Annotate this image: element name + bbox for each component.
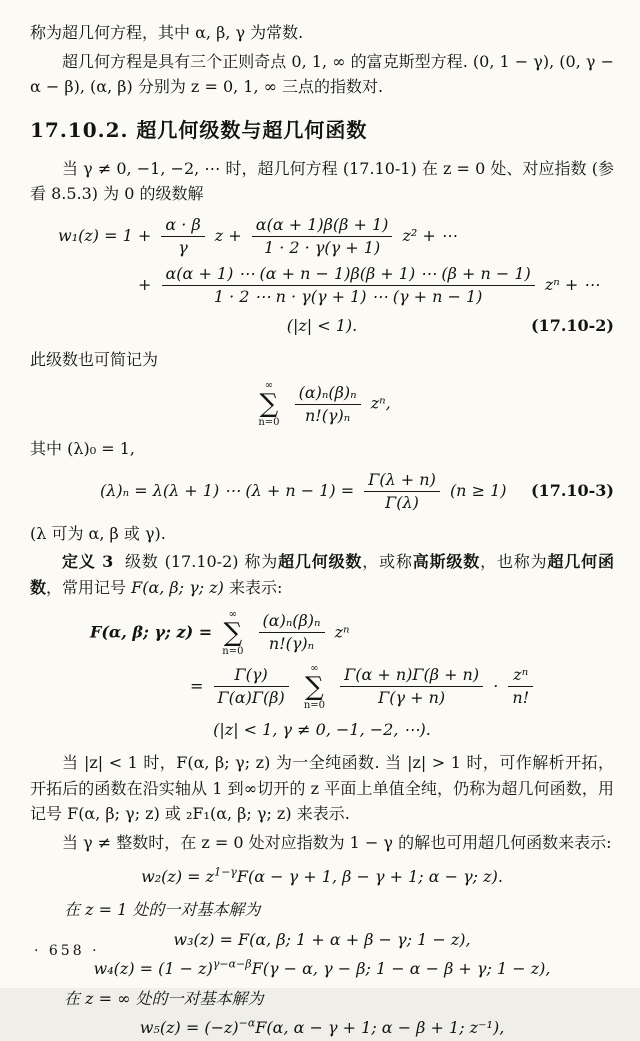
equation-w1-line1 [58, 215, 614, 258]
equals-sign: = [190, 676, 204, 696]
equation-w4 [30, 956, 614, 982]
paragraph-fuchs-type: 超几何方程是具有三个正则奇点 0, 1, ∞ 的富克斯型方程. (0, 1 − γ), (0, γ − α − β), (α, β) 分别为 z = 0, 1, ∞ 三点的指数对. [30, 51, 614, 97]
fraction-numerator: zⁿ [513, 665, 529, 685]
basis-at-1-text: 在 z = 1 处的一对基本解为 [64, 900, 261, 920]
w4-post: F(γ − α, γ − β; 1 − α − β + γ; 1 − z), [251, 959, 551, 979]
sum-lower-limit: n=0 [222, 645, 244, 657]
fraction [364, 470, 440, 513]
fraction-denominator: Γ(α)Γ(β) [214, 686, 289, 708]
sigma-symbol: ∑ [259, 389, 279, 420]
summation [222, 609, 243, 657]
fraction-denominator: n!(γ)ₙ [259, 632, 325, 654]
w1-condition: (|z| < 1). [286, 315, 358, 335]
paragraph-definition-3 [30, 549, 614, 600]
fraction-numerator: α(α + 1)β(β + 1) [255, 214, 389, 234]
w2-exponent: 1−γ [214, 865, 237, 879]
fraction-denominator: 1 · 2 ⋯ n · γ(γ + 1) ⋯ (γ + n − 1) [162, 285, 535, 307]
w5-exponent: −α [238, 1017, 256, 1031]
w5-post: F(α, α − γ + 1; α − β + 1; z⁻¹), [255, 1018, 505, 1038]
fraction-denominator: n! [508, 686, 533, 708]
fraction [508, 665, 533, 708]
w3-expression: w₃(z) = F(α, β; 1 + α + β − γ; 1 − z), [173, 929, 471, 949]
equation-number: (17.10-3) [530, 481, 614, 501]
fraction-denominator: n!(γ)ₙ [295, 404, 361, 426]
sigma-symbol: ∑ [223, 617, 243, 648]
summation [304, 663, 325, 711]
equation-w3 [30, 927, 614, 953]
fraction [214, 665, 289, 708]
paragraph-basis-at-1 [64, 897, 614, 923]
paragraph-series-intro: 当 γ ≠ 0, −1, −2, ⋯ 时，超几何方程 (17.10-1) 在 z = 0 处、对应指数 (参看 8.5.3) 为 0 的级数解 [30, 158, 614, 204]
w5-pre: w₅(z) = (−z) [139, 1018, 239, 1038]
fraction-denominator: Γ(γ + n) [340, 686, 483, 708]
def3-text-4: ，常用记号 [46, 577, 132, 597]
def3-text-5: 来表示: [223, 577, 283, 597]
equation-F-line3 [30, 717, 614, 743]
fraction-numerator: α(α + 1) ⋯ (α + n − 1)β(β + 1) ⋯ (β + n − 1) [165, 263, 531, 283]
fraction-numerator: (α)ₙ(β)ₙ [298, 382, 357, 402]
equation-F-line1 [90, 609, 614, 657]
w2-pre: w₂(z) = z [141, 866, 215, 886]
equation-series-shorthand [30, 380, 614, 428]
equation-w1-line3 [30, 313, 614, 339]
equation-pochhammer [30, 470, 614, 513]
fraction [295, 383, 361, 426]
sum-upper-limit: ∞ [264, 380, 274, 392]
equation-w1-line2 [138, 264, 614, 307]
sigma-symbol: ∑ [305, 671, 324, 702]
paragraph-basis-at-infinity [64, 986, 614, 1012]
plus-sign: + [138, 274, 152, 294]
definition-label: 定义 3 [62, 552, 114, 572]
equation-w5 [30, 1015, 614, 1041]
F-line1-post: zⁿ [334, 622, 350, 642]
w1-lhs: w₁(z) = 1 + [58, 225, 152, 245]
paragraph-where: 其中 (λ)₀ = 1, [30, 439, 135, 459]
sum-post: zⁿ, [370, 393, 391, 413]
fraction [252, 215, 393, 258]
fraction-denominator: Γ(λ) [364, 491, 440, 513]
F-conditions: (|z| < 1, γ ≠ 0, −1, −2, ⋯). [213, 719, 431, 739]
equation-pochhammer-line [100, 470, 614, 513]
w4-exponent: γ−α−β [212, 957, 252, 971]
paragraph-noninteger-gamma: 当 γ ≠ 整数时，在 z = 0 处对应指数为 1 − γ 的解也可用超几何函数来表示: [62, 832, 612, 852]
w1-post1: z² + ⋯ [402, 225, 457, 245]
sum-lower-limit: n=0 [258, 417, 280, 429]
fraction-denominator: 1 · 2 · γ(γ + 1) [252, 236, 393, 258]
sum-lower-limit: n=0 [303, 699, 326, 711]
def3-text-2: ，或称 [362, 552, 413, 572]
equation-w2 [30, 864, 614, 890]
fraction-numerator: (α)ₙ(β)ₙ [262, 611, 321, 631]
F-lhs: F(α, β; γ; z) = [90, 622, 213, 642]
equation-number: (17.10-2) [530, 315, 614, 335]
fraction [162, 264, 535, 307]
def3-text-3: ，也称为 [480, 552, 548, 572]
paragraph-abbrev: 此级数也可简记为 [30, 349, 159, 369]
summation [258, 380, 279, 428]
w1-post2: zⁿ + ⋯ [544, 274, 600, 294]
fraction-numerator: Γ(λ + n) [368, 469, 436, 489]
fraction [259, 611, 325, 654]
term-hypergeometric-series: 超几何级数 [278, 552, 363, 572]
w2-post: F(α − γ + 1, β − γ + 1; α − γ; z). [236, 866, 503, 886]
fraction-numerator: Γ(γ) [234, 665, 268, 685]
dot-operator: · [493, 676, 499, 696]
equation-F-line2 [190, 663, 614, 711]
w1-mid: z + [214, 225, 242, 245]
def3-notation: F(α, β; γ; z) [131, 577, 224, 597]
def3-text-1: 级数 (17.10-2) 称为 [125, 552, 279, 572]
section-heading: 17.10.2. 超几何级数与超几何函数 [30, 117, 368, 142]
equation-F-definition [30, 609, 614, 743]
pochhammer-condition: (n ≥ 1) [449, 480, 507, 500]
equation-w1 [30, 215, 614, 339]
term-hypergeometric-function: 超几何函数 [30, 552, 614, 597]
fraction-denominator: γ [161, 236, 204, 258]
term-gauss-series: 高斯级数 [412, 552, 481, 572]
paragraph-lambda-note: (λ 可为 α, β 或 γ). [30, 523, 166, 543]
page-number: · 658 · [34, 942, 100, 959]
paragraph-analytic-continuation: 当 |z| < 1 时，F(α, β; γ; z) 为一全纯函数. 当 |z| > 1 时，可作解析开拓，开拓后的函数在沿实轴从 1 到∞切开的 z 平面上单值全纯，仍称为超几何函数，用记号 F(α, β; γ; z) 或 ₂F₁(α, β; γ; z) 来表示. [30, 753, 614, 824]
fraction-numerator: α · β [165, 214, 201, 234]
fraction-numerator: Γ(α + n)Γ(β + n) [344, 665, 480, 685]
sum-upper-limit: ∞ [228, 608, 238, 620]
w4-pre: w₄(z) = (1 − z) [93, 959, 213, 979]
paragraph-hypergeometric-constants: 称为超几何方程，其中 α, β, γ 为常数. [30, 23, 304, 42]
fraction [161, 215, 204, 258]
sum-upper-limit: ∞ [310, 662, 319, 674]
fraction [340, 665, 483, 708]
basis-at-infinity-text: 在 z = ∞ 处的一对基本解为 [64, 988, 264, 1008]
pochhammer-lhs: (λ)ₙ = λ(λ + 1) ⋯ (λ + n − 1) = [100, 480, 355, 500]
